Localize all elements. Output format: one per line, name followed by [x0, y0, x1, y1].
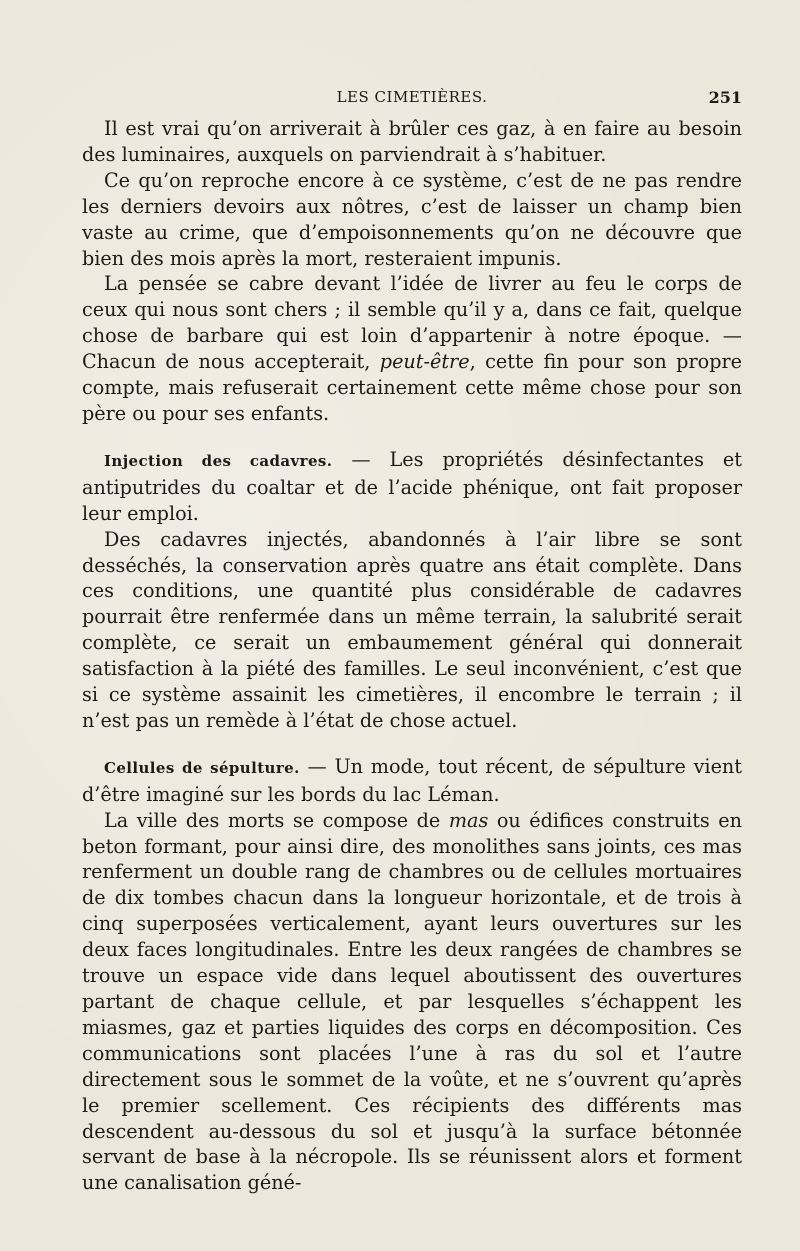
paragraph-3 — [82, 271, 742, 426]
paragraph-6-text: — Un mode, tout récent, de sépulture vient d’être imaginé sur les bords du lac Léman. — [82, 754, 742, 806]
paragraph-3-italic: peut-être — [379, 350, 470, 374]
section-heading-injection: Injection des cadavres. — [104, 451, 333, 470]
page-number: 251 — [708, 88, 742, 107]
paragraph-6 — [82, 754, 742, 808]
section-heading-cellules: Cellules de sépulture. — [104, 758, 300, 777]
paragraph-7-text-before: La ville des morts se compose de — [104, 808, 449, 832]
paragraph-3-text-after: , cette fin pour son propre compte, mais refuserait certainement cette même chose pour son père ou pour ses enfants. — [82, 350, 743, 425]
paragraph-4 — [82, 447, 742, 527]
paragraph-5-text: Des cadavres injectés, abandonnés à l’air libre se sont desséchés, la conservation après quatre ans était complète. Dans ces conditions, une quantité plus considérable de cadavres pourrait être renfermée dans un même terrain, la salubrité serait complète, ce serait un embaumement général qui donnerait satisfaction à la piété des familles. Le seul inconvénient, c’est que si ce système assainit les cimetières, il encombre le terrain ; il n’est pas un remède à l’état de chose actuel. — [82, 527, 742, 732]
paragraph-1-text: Il est vrai qu’on arriverait à brûler ces gaz, à en faire au besoin des luminaires, auxquels on parviendrait à s’habituer. — [82, 117, 742, 166]
body-text — [82, 116, 742, 1196]
paragraph-7-italic: mas — [448, 808, 489, 832]
paragraph-2-text: Ce qu’on reproche encore à ce système, c’est de ne pas rendre les derniers devoirs aux nôtres, c’est de laisser un champ bien vaste au crime, que d’empoisonnements qu’on ne découvre que bien des mois après la mort, resteraient impunis. — [82, 168, 742, 270]
paragraph-4-text: — Les propriétés désinfectantes et antiputrides du coaltar et de l’acide phénique, ont fait proposer leur emploi. — [82, 447, 742, 525]
paragraph-1 — [82, 116, 742, 168]
running-title: LES CIMETIÈRES. — [336, 88, 488, 106]
paragraph-2 — [82, 168, 742, 272]
paragraph-5 — [82, 527, 742, 734]
paragraph-7-text-after: ou édifices construits en beton formant, pour ainsi dire, des monolithes sans joints, ces mas renferment un double rang de chambres ou de cellules mortuaires de dix tombes chacun dans la longueur horizontale, et de trois à cinq superposées verticalement, ayant leurs ouvertures sur les deux faces longitudinales. Entre les deux rangées de chambres se trouve un espace vide dans lequel aboutissent des ouvertures partant de chaque cellule, et par lesquelles s’échappent les miasmes, gaz et parties liquides des corps en décomposition. Ces communications sont placées l’une à ras du sol et l’autre directement sous le sommet de la voûte, et ne s’ouvrent qu’après le premier scellement. Ces récipients des différents mas descendent au-dessous du sol et jusqu’à la surface bétonnée servant de base à la nécropole. Ils se réunissent alors et forment une canalisation géné- — [82, 808, 742, 1195]
paragraph-7 — [82, 808, 742, 1197]
paragraph-3-text-before: La pensée se cabre devant l’idée de livrer au feu le corps de ceux qui nous sont chers ; il semble qu’il y a, dans ce fait, quelque chose de barbare qui est loin d’appartenir à notre époque. — Chacun de nous accepterait, — [82, 272, 742, 374]
page-header — [82, 88, 742, 112]
